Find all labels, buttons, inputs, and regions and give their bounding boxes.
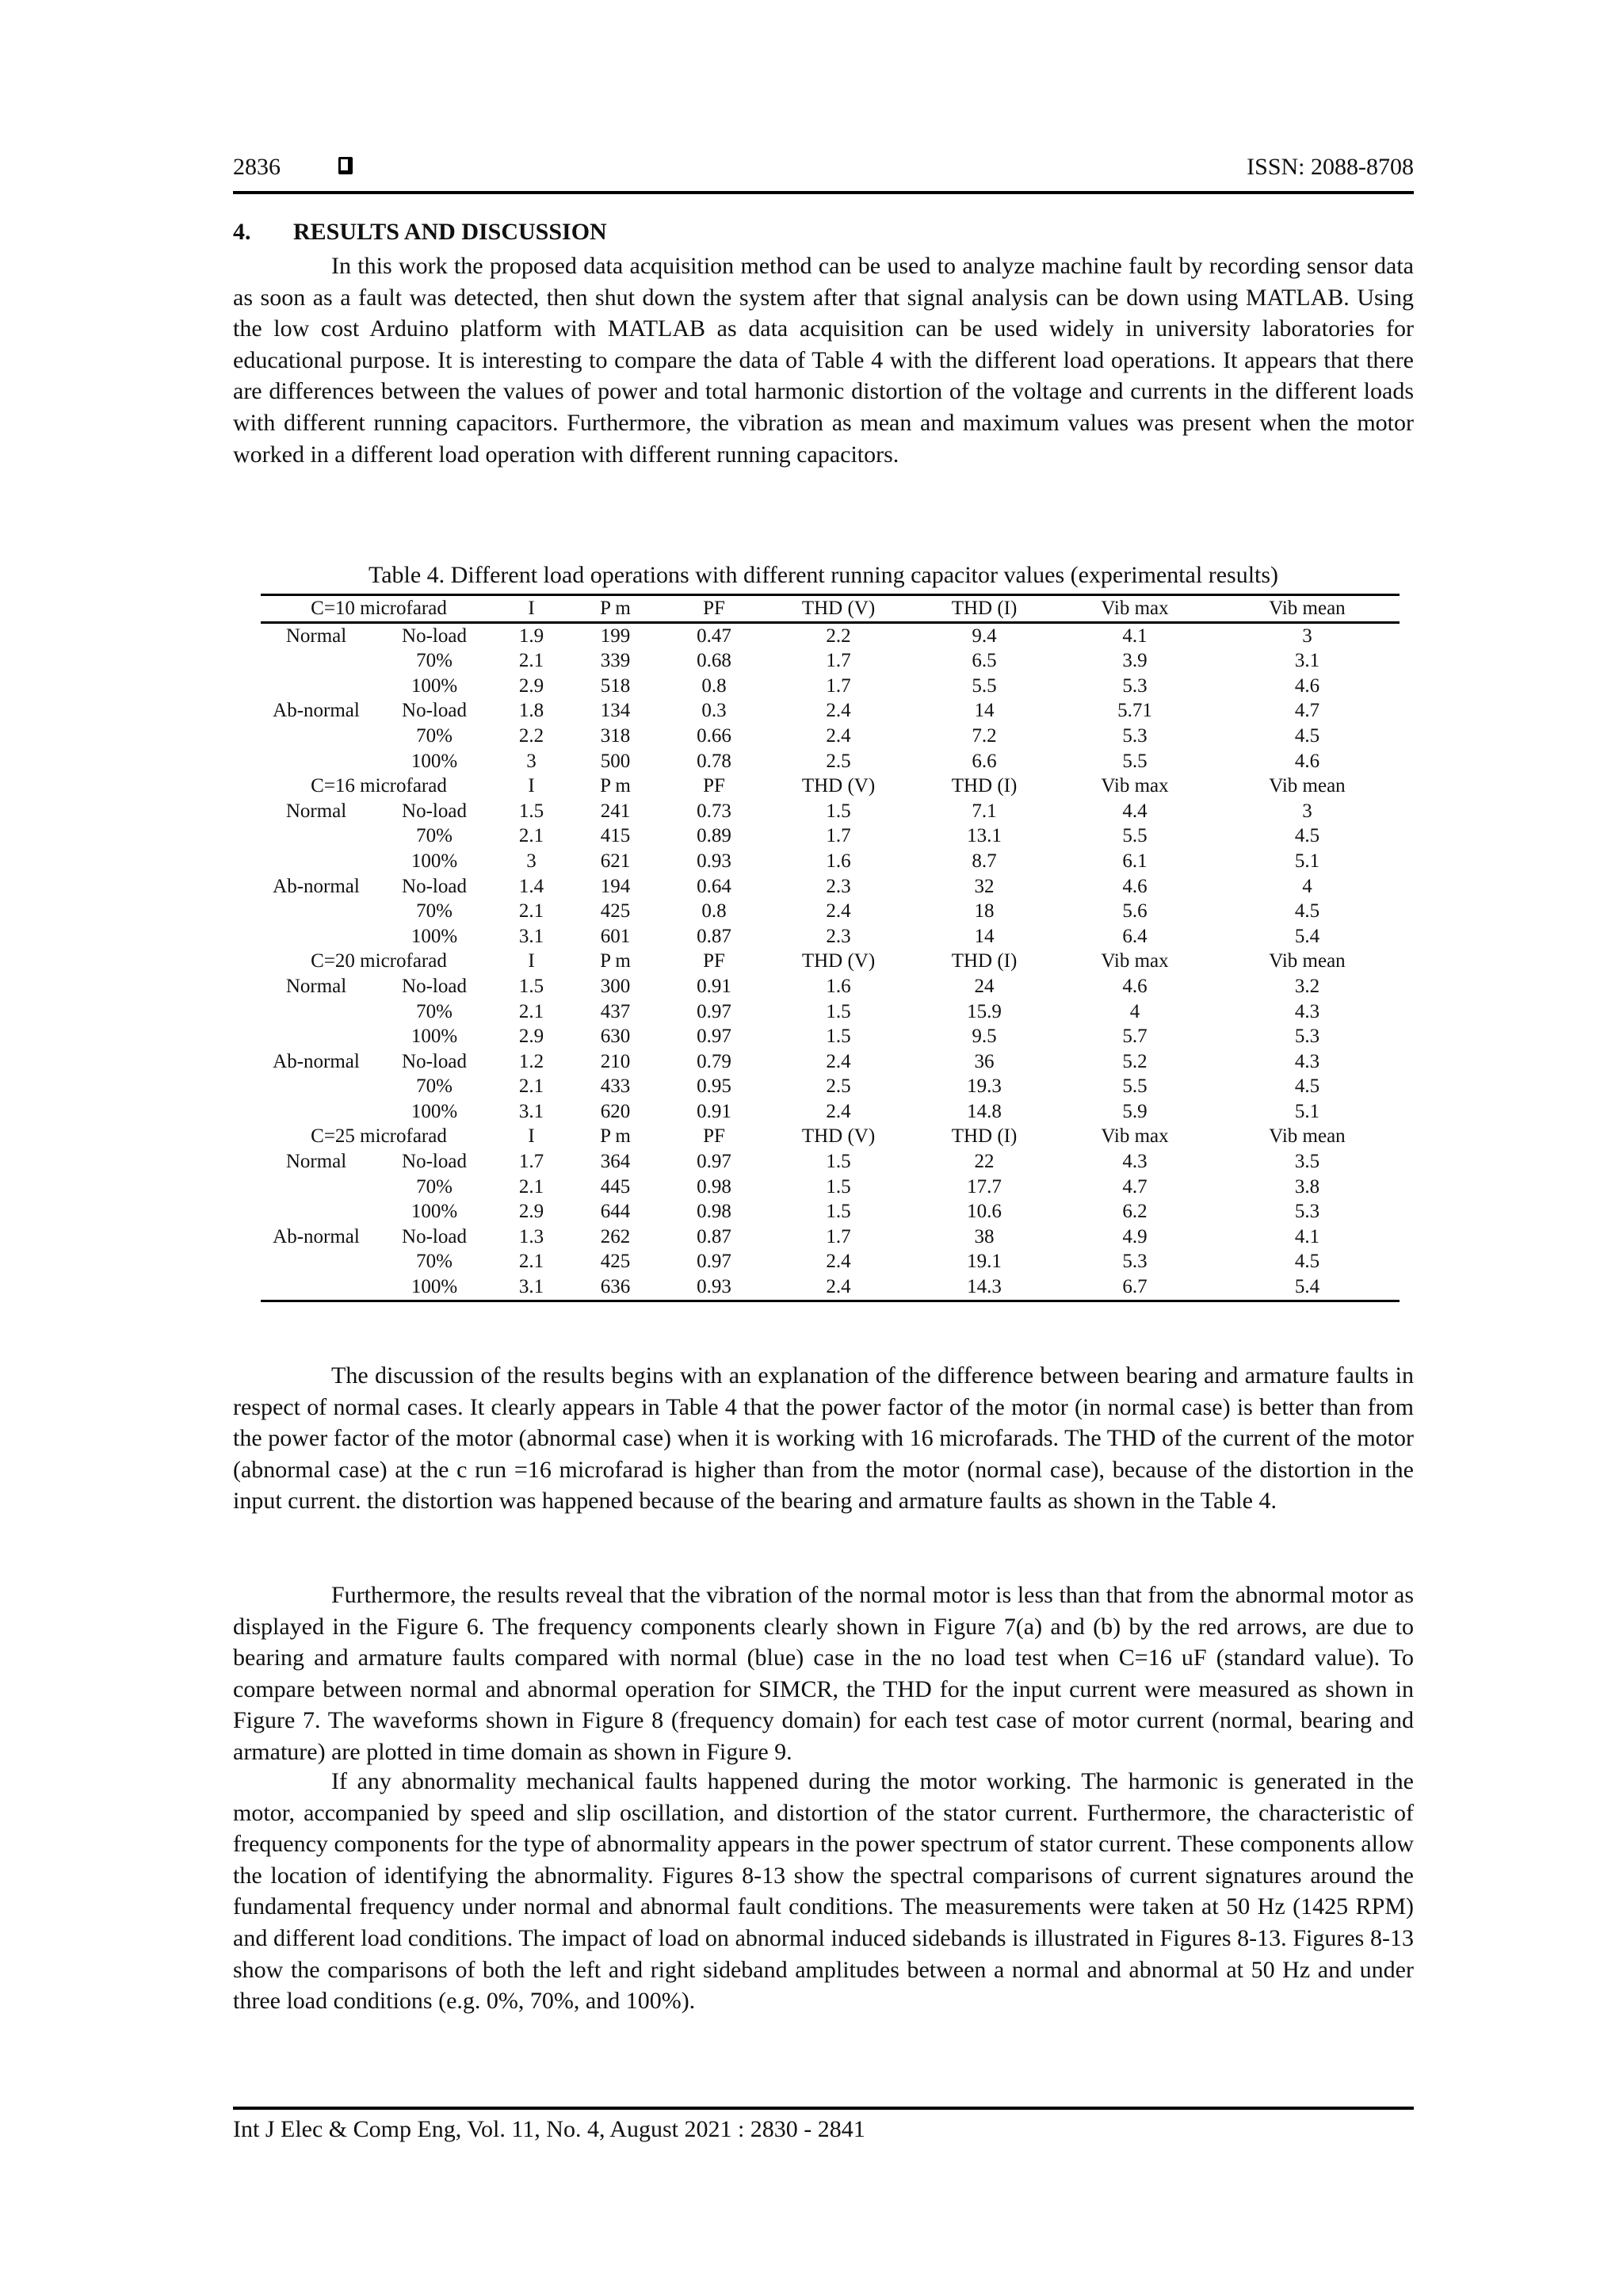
value-cell: 2.2 [826, 625, 851, 647]
column-header: THD (V) [801, 775, 876, 797]
value-cell: 5.7 [1122, 1026, 1148, 1048]
condition-cell [261, 1249, 372, 1274]
column-header: I [528, 1125, 535, 1148]
value-cell: 2.4 [826, 900, 851, 923]
value-cell: 5.5 [1122, 1075, 1148, 1098]
value-cell: 14.8 [967, 1100, 1002, 1122]
value-cell: 425 [600, 1251, 631, 1273]
load-cell: No-load [402, 700, 467, 722]
load-cell: No-load [402, 1050, 467, 1072]
value-cell: 5.3 [1294, 1026, 1320, 1048]
column-header: THD (I) [951, 775, 1018, 797]
value-cell: 2.5 [826, 750, 851, 772]
value-cell: 2.9 [518, 1026, 544, 1048]
value-cell: 4.1 [1122, 625, 1148, 647]
value-cell: 194 [600, 875, 631, 897]
value-cell: 1.7 [826, 1225, 851, 1247]
column-header: P m [566, 595, 665, 623]
value-cell: 22 [974, 1151, 995, 1173]
page-header [233, 151, 1414, 182]
load-cell: No-load [402, 625, 467, 647]
condition-cell [261, 1099, 372, 1125]
value-cell: 364 [600, 1151, 631, 1173]
column-header: Vib mean [1269, 775, 1346, 797]
value-cell: 4 [1129, 1000, 1140, 1022]
column-header: Vib mean [1215, 595, 1400, 623]
table-row [261, 874, 1400, 900]
value-cell: 2.9 [518, 1201, 544, 1223]
column-header: I [497, 595, 566, 623]
condition-cell [261, 924, 372, 949]
condition-cell: Normal [285, 625, 347, 647]
column-header: PF [703, 950, 725, 972]
value-cell: 1.7 [826, 674, 851, 697]
value-cell: 2.1 [518, 900, 544, 923]
value-cell: 518 [600, 674, 631, 697]
value-cell: 4.5 [1294, 724, 1320, 747]
value-cell: 0.97 [697, 1251, 731, 1273]
value-cell: 318 [600, 724, 631, 747]
value-cell: 433 [600, 1075, 631, 1098]
value-cell: 0.8 [701, 674, 727, 697]
column-header: THD (V) [801, 950, 876, 972]
column-header: PF [703, 775, 725, 797]
value-cell: 0.47 [697, 625, 731, 647]
value-cell: 0.3 [701, 700, 727, 722]
value-cell: 445 [600, 1175, 631, 1198]
value-cell: 1.3 [518, 1225, 544, 1247]
column-header: THD (I) [951, 950, 1018, 972]
paragraph-discussion: The discussion of the results begins with an explanation of the difference between bearing and armature faults in respect of normal cases. It clearly appears in Table 4 that the power factor of the motor (in normal case) is better than from the power factor of the motor (abnormal case) when it is working with 16 microfarads. The THD of the current of the motor (abnormal case) at the c run =16 microfarad is higher than from the motor (normal case), because of the distortion in the input current. the distortion was happened because of the bearing and armature faults as shown in the Table 4. [233, 1362, 1414, 1515]
load-cell: 70% [416, 900, 453, 923]
column-header: THD (V) [801, 1125, 876, 1148]
value-cell: 134 [600, 700, 631, 722]
value-cell: 0.68 [697, 650, 731, 672]
condition-cell [261, 1199, 372, 1224]
value-cell: 0.97 [697, 1000, 731, 1022]
value-cell: 13.1 [967, 825, 1002, 847]
value-cell: 0.91 [697, 975, 731, 997]
value-cell: 5.3 [1122, 674, 1148, 697]
footer-citation: Int J Elec & Comp Eng, Vol. 11, No. 4, August 2021 : 2830 - 2841 [233, 2116, 865, 2142]
value-cell: 4.5 [1294, 825, 1320, 847]
value-cell: 8.7 [972, 850, 997, 872]
column-header: THD (I) [951, 1125, 1018, 1148]
paragraph-harmonics: If any abnormality mechanical faults happened during the motor working. The harmonic is generated in the motor, accompanied by speed and slip oscillation, and distortion of the stator current. Furthermore, the characteristic of frequency components for the type of abnormality appears in the power spectrum of stator current. These components allow the location of identifying the abnormality. Figures 8-13 show the spectral comparisons of current signatures around the fundamental frequency under normal and abnormal fault conditions. The measurements were taken at 50 Hz (1425 RPM) and different load conditions. The impact of load on abnormal induced sidebands is illustrated in Figures 8-13. Figures 8-13 show the comparisons of both the left and right sideband amplitudes between a normal and abnormal at 50 Hz and under three load conditions (e.g. 0%, 70%, and 100%). [233, 1768, 1414, 2015]
value-cell: 1.6 [826, 975, 851, 997]
value-cell: 0.97 [697, 1026, 731, 1048]
value-cell: 636 [566, 1274, 665, 1301]
value-cell: 17.7 [967, 1175, 1002, 1198]
value-cell: 0.87 [697, 925, 731, 947]
value-cell: 1.2 [518, 1050, 544, 1072]
column-header: Vib max [1055, 595, 1215, 623]
value-cell: 0.73 [697, 800, 731, 822]
value-cell: 2.1 [518, 1251, 544, 1273]
value-cell: 5.4 [1215, 1274, 1400, 1301]
condition-cell [261, 1175, 372, 1200]
value-cell: 2.9 [518, 674, 544, 697]
condition-cell: Ab-normal [273, 700, 360, 722]
column-header: I [528, 775, 535, 797]
column-header: Vib mean [1269, 1125, 1346, 1148]
load-cell: 100% [411, 750, 458, 772]
condition-cell [261, 1074, 372, 1099]
value-cell: 4.1 [1294, 1225, 1320, 1247]
value-cell: 0.98 [697, 1175, 731, 1198]
value-cell: 2.4 [826, 1100, 851, 1122]
value-cell: 4.4 [1122, 800, 1148, 822]
value-cell: 2.4 [763, 1274, 914, 1301]
value-cell: 3.8 [1294, 1175, 1320, 1198]
capacitor-group-label: C=25 microfarad [311, 1125, 447, 1148]
load-cell: 100% [411, 1026, 458, 1048]
table-row [261, 1024, 1400, 1049]
paragraph-intro: In this work the proposed data acquisition method can be used to analyze machine fault by recording sensor data as soon as a fault was detected, then shut down the system after that signal analysis can be down using MATLAB. Using the low cost Arduino platform with MATLAB as data acquisition can be used widely in university laboratories for educational purpose. It is interesting to compare the data of Table 4 with the different load operations. It appears that there are differences between the values of power and total harmonic distortion of the voltage and currents in the different loads with different running capacitors. Furthermore, the vibration as mean and maximum values was present when the motor worked in a different load operation with different running capacitors. [233, 253, 1414, 468]
value-cell: 6.5 [972, 650, 997, 672]
value-cell: 18 [974, 900, 995, 923]
value-cell: 3.9 [1122, 650, 1148, 672]
value-cell: 262 [600, 1225, 631, 1247]
value-cell: 4.9 [1122, 1225, 1148, 1247]
value-cell: 2.4 [826, 724, 851, 747]
load-cell: 100% [411, 925, 458, 947]
value-cell: 1.5 [826, 1175, 851, 1198]
value-cell: 5.71 [1117, 700, 1152, 722]
value-cell: 2.1 [518, 650, 544, 672]
condition-cell: Ab-normal [273, 1050, 360, 1072]
capacitor-group-label: C=10 microfarad [261, 595, 497, 623]
value-cell: 601 [600, 925, 631, 947]
value-cell: 15.9 [967, 1000, 1002, 1022]
value-cell: 6.2 [1122, 1201, 1148, 1223]
condition-cell: Normal [285, 1151, 347, 1173]
load-cell: No-load [402, 1225, 467, 1247]
table-row [261, 924, 1400, 949]
value-cell: 630 [600, 1026, 631, 1048]
value-cell: 0.95 [697, 1075, 731, 1098]
value-cell: 5.4 [1294, 925, 1320, 947]
condition-cell [261, 899, 372, 924]
value-cell: 24 [974, 975, 995, 997]
value-cell: 5.5 [972, 674, 997, 697]
load-cell: 100% [372, 1274, 497, 1301]
header-divider [233, 191, 1414, 194]
value-cell: 1.5 [826, 1000, 851, 1022]
value-cell: 0.87 [697, 1225, 731, 1247]
value-cell: 4.6 [1122, 975, 1148, 997]
value-cell: 2.5 [826, 1075, 851, 1098]
value-cell: 4.6 [1294, 750, 1320, 772]
condition-cell [261, 823, 372, 849]
value-cell: 0.97 [697, 1151, 731, 1173]
value-cell: 5.3 [1122, 724, 1148, 747]
condition-cell [261, 674, 372, 699]
value-cell: 0.79 [697, 1050, 731, 1072]
value-cell: 6.7 [1055, 1274, 1215, 1301]
value-cell: 5.6 [1122, 900, 1148, 923]
value-cell: 1.5 [826, 1026, 851, 1048]
value-cell: 0.64 [697, 875, 731, 897]
load-cell: No-load [402, 800, 467, 822]
load-cell: 100% [411, 1201, 458, 1223]
value-cell: 5.3 [1122, 1251, 1148, 1273]
value-cell: 4.6 [1294, 674, 1320, 697]
table-group-header [261, 595, 1400, 623]
column-header: P m [600, 775, 631, 797]
capacitor-group-label: C=20 microfarad [311, 950, 447, 972]
value-cell: 620 [600, 1100, 631, 1122]
table-row [261, 1049, 1400, 1075]
value-cell: 4.5 [1294, 1251, 1320, 1273]
value-cell: 3.1 [518, 1100, 544, 1122]
table-caption: Table 4. Different load operations with different running capacitor values (experimental results) [368, 562, 1279, 588]
value-cell: 3.2 [1294, 975, 1320, 997]
column-header: THD (I) [914, 595, 1055, 623]
value-cell: 2.4 [826, 1050, 851, 1072]
value-cell: 0.91 [697, 1100, 731, 1122]
value-cell: 1.5 [826, 1151, 851, 1173]
value-cell: 3.5 [1294, 1151, 1320, 1173]
column-header: Vib max [1101, 950, 1169, 972]
value-cell: 1.8 [518, 700, 544, 722]
load-cell: No-load [402, 875, 467, 897]
column-header: Vib mean [1269, 950, 1346, 972]
table-row [261, 648, 1400, 674]
value-cell: 621 [600, 850, 631, 872]
value-cell: 1.7 [826, 650, 851, 672]
value-cell: 0.93 [697, 850, 731, 872]
table-group-header [261, 1124, 1400, 1149]
condition-cell [261, 849, 372, 874]
value-cell: 6.1 [1122, 850, 1148, 872]
value-cell: 4.7 [1294, 700, 1320, 722]
table-row [261, 724, 1400, 749]
value-cell: 339 [600, 650, 631, 672]
condition-cell [261, 1024, 372, 1049]
table-row [261, 1224, 1400, 1250]
condition-cell [261, 724, 372, 749]
value-cell: 4.3 [1122, 1151, 1148, 1173]
value-cell: 2.3 [826, 875, 851, 897]
column-header: THD (V) [763, 595, 914, 623]
value-cell: 4.6 [1122, 875, 1148, 897]
value-cell: 14.3 [914, 1274, 1055, 1301]
load-cell: 100% [411, 674, 458, 697]
table-row [261, 1249, 1400, 1274]
condition-cell [261, 999, 372, 1025]
value-cell: 3 [526, 850, 537, 872]
value-cell: 4.7 [1122, 1175, 1148, 1198]
load-cell: No-load [402, 1151, 467, 1173]
section-number: 4. [233, 219, 251, 245]
load-cell: 70% [416, 1000, 453, 1022]
value-cell: 2.1 [518, 825, 544, 847]
table-row [261, 622, 1400, 648]
value-cell: 5.1 [1294, 1100, 1320, 1122]
value-cell: 425 [600, 900, 631, 923]
value-cell: 3 [1302, 800, 1312, 822]
value-cell: 2.1 [518, 1000, 544, 1022]
value-cell: 500 [600, 750, 631, 772]
page-number: 2836 [233, 154, 281, 180]
value-cell: 0.66 [697, 724, 731, 747]
footer-divider [233, 2107, 1414, 2110]
value-cell: 14 [974, 925, 995, 947]
section-title: RESULTS AND DISCUSSION [293, 219, 607, 245]
column-header: PF [703, 1125, 725, 1148]
value-cell: 1.5 [826, 1201, 851, 1223]
table-group-header [261, 949, 1400, 974]
load-cell: No-load [402, 975, 467, 997]
value-cell: 3.1 [518, 925, 544, 947]
value-cell: 0.98 [697, 1201, 731, 1223]
value-cell: 0.89 [697, 825, 731, 847]
table-row [261, 674, 1400, 699]
column-header: P m [600, 950, 631, 972]
value-cell: 2.4 [826, 1251, 851, 1273]
value-cell: 10.6 [967, 1201, 1002, 1223]
column-header: I [528, 950, 535, 972]
table-row [261, 749, 1400, 774]
value-cell: 2.4 [826, 700, 851, 722]
value-cell: 5.5 [1122, 750, 1148, 772]
table-row [261, 899, 1400, 924]
condition-cell: Normal [285, 975, 347, 997]
value-cell: 1.9 [518, 625, 544, 647]
value-cell: 2.3 [826, 925, 851, 947]
value-cell: 199 [600, 625, 631, 647]
load-cell: 100% [411, 1100, 458, 1122]
value-cell: 644 [600, 1201, 631, 1223]
condition-cell [261, 1274, 372, 1301]
value-cell: 1.7 [826, 825, 851, 847]
value-cell: 2.1 [518, 1175, 544, 1198]
condition-cell: Ab-normal [273, 875, 360, 897]
value-cell: 4 [1302, 875, 1312, 897]
results-table [261, 594, 1400, 1302]
table-row [261, 698, 1400, 724]
value-cell: 9.5 [972, 1026, 997, 1048]
value-cell: 3.1 [1294, 650, 1320, 672]
value-cell: 1.6 [826, 850, 851, 872]
value-cell: 4.5 [1294, 900, 1320, 923]
value-cell: 19.3 [967, 1075, 1002, 1098]
table-row [261, 1099, 1400, 1125]
table-group-header [261, 774, 1400, 799]
value-cell: 9.4 [972, 625, 997, 647]
load-cell: 70% [416, 724, 453, 747]
value-cell: 14 [974, 700, 995, 722]
value-cell: 5.1 [1294, 850, 1320, 872]
column-header: Vib max [1101, 1125, 1169, 1148]
value-cell: 6.6 [972, 750, 997, 772]
column-header: P m [600, 1125, 631, 1148]
load-cell: 70% [416, 1075, 453, 1098]
condition-cell: Normal [285, 800, 347, 822]
section-heading [233, 219, 607, 246]
table-row [261, 1074, 1400, 1099]
load-cell: 70% [416, 1251, 453, 1273]
value-cell: 7.1 [972, 800, 997, 822]
value-cell: 7.2 [972, 724, 997, 747]
condition-cell [261, 648, 372, 674]
value-cell: 0.78 [697, 750, 731, 772]
value-cell: 0.8 [701, 900, 727, 923]
table-row [261, 823, 1400, 849]
value-cell: 2.2 [518, 724, 544, 747]
value-cell: 19.1 [967, 1251, 1002, 1273]
condition-cell: Ab-normal [273, 1225, 360, 1247]
load-cell: 70% [416, 650, 453, 672]
value-cell: 5.5 [1122, 825, 1148, 847]
value-cell: 1.7 [518, 1151, 544, 1173]
value-cell: 3 [526, 750, 537, 772]
table-body [261, 595, 1400, 1301]
load-cell: 70% [416, 1175, 453, 1198]
value-cell: 0.93 [665, 1274, 763, 1301]
value-cell: 32 [974, 875, 995, 897]
value-cell: 241 [600, 800, 631, 822]
table-row [261, 849, 1400, 874]
condition-cell [261, 749, 372, 774]
value-cell: 4.5 [1294, 1075, 1320, 1098]
value-cell: 210 [600, 1050, 631, 1072]
table-row [261, 999, 1400, 1025]
table-row [261, 1274, 1400, 1301]
value-cell: 437 [600, 1000, 631, 1022]
value-cell: 1.5 [518, 800, 544, 822]
value-cell: 4.3 [1294, 1050, 1320, 1072]
column-header: PF [665, 595, 763, 623]
value-cell: 1.5 [826, 800, 851, 822]
capacitor-group-label: C=16 microfarad [311, 775, 447, 797]
value-cell: 36 [974, 1050, 995, 1072]
value-cell: 1.4 [518, 875, 544, 897]
value-cell: 4.3 [1294, 1000, 1320, 1022]
value-cell: 5.9 [1122, 1100, 1148, 1122]
column-header: Vib max [1101, 775, 1169, 797]
table-row [261, 1149, 1400, 1175]
value-cell: 3.1 [497, 1274, 566, 1301]
value-cell: 6.4 [1122, 925, 1148, 947]
value-cell: 38 [974, 1225, 995, 1247]
table-row [261, 1175, 1400, 1200]
value-cell: 415 [600, 825, 631, 847]
value-cell: 1.5 [518, 975, 544, 997]
value-cell: 5.2 [1122, 1050, 1148, 1072]
load-cell: 100% [411, 850, 458, 872]
table-row [261, 974, 1400, 999]
load-cell: 70% [416, 825, 453, 847]
issn-label: ISSN: 2088-8708 [1247, 154, 1414, 180]
value-cell: 3 [1302, 625, 1312, 647]
paragraph-vibration: Furthermore, the results reveal that the vibration of the normal motor is less than that from the abnormal motor as displayed in the Figure 6. The frequency components clearly shown in Figure 7(a) and (b) by the red arrows, are due to bearing and armature faults compared with normal (blue) case in the no load test when C=16 uF (standard value). To compare between normal and abnormal operation for SIMCR, the THD for the input current were measured as shown in Figure 7. The waveforms shown in Figure 8 (frequency domain) for each test case of motor current (normal, bearing and armature) are plotted in time domain as shown in Figure 9. [233, 1582, 1414, 1765]
table-row [261, 799, 1400, 824]
value-cell: 300 [600, 975, 631, 997]
value-cell: 5.3 [1294, 1201, 1320, 1223]
value-cell: 2.1 [518, 1075, 544, 1098]
square-box-icon [338, 157, 353, 174]
table-row [261, 1199, 1400, 1224]
